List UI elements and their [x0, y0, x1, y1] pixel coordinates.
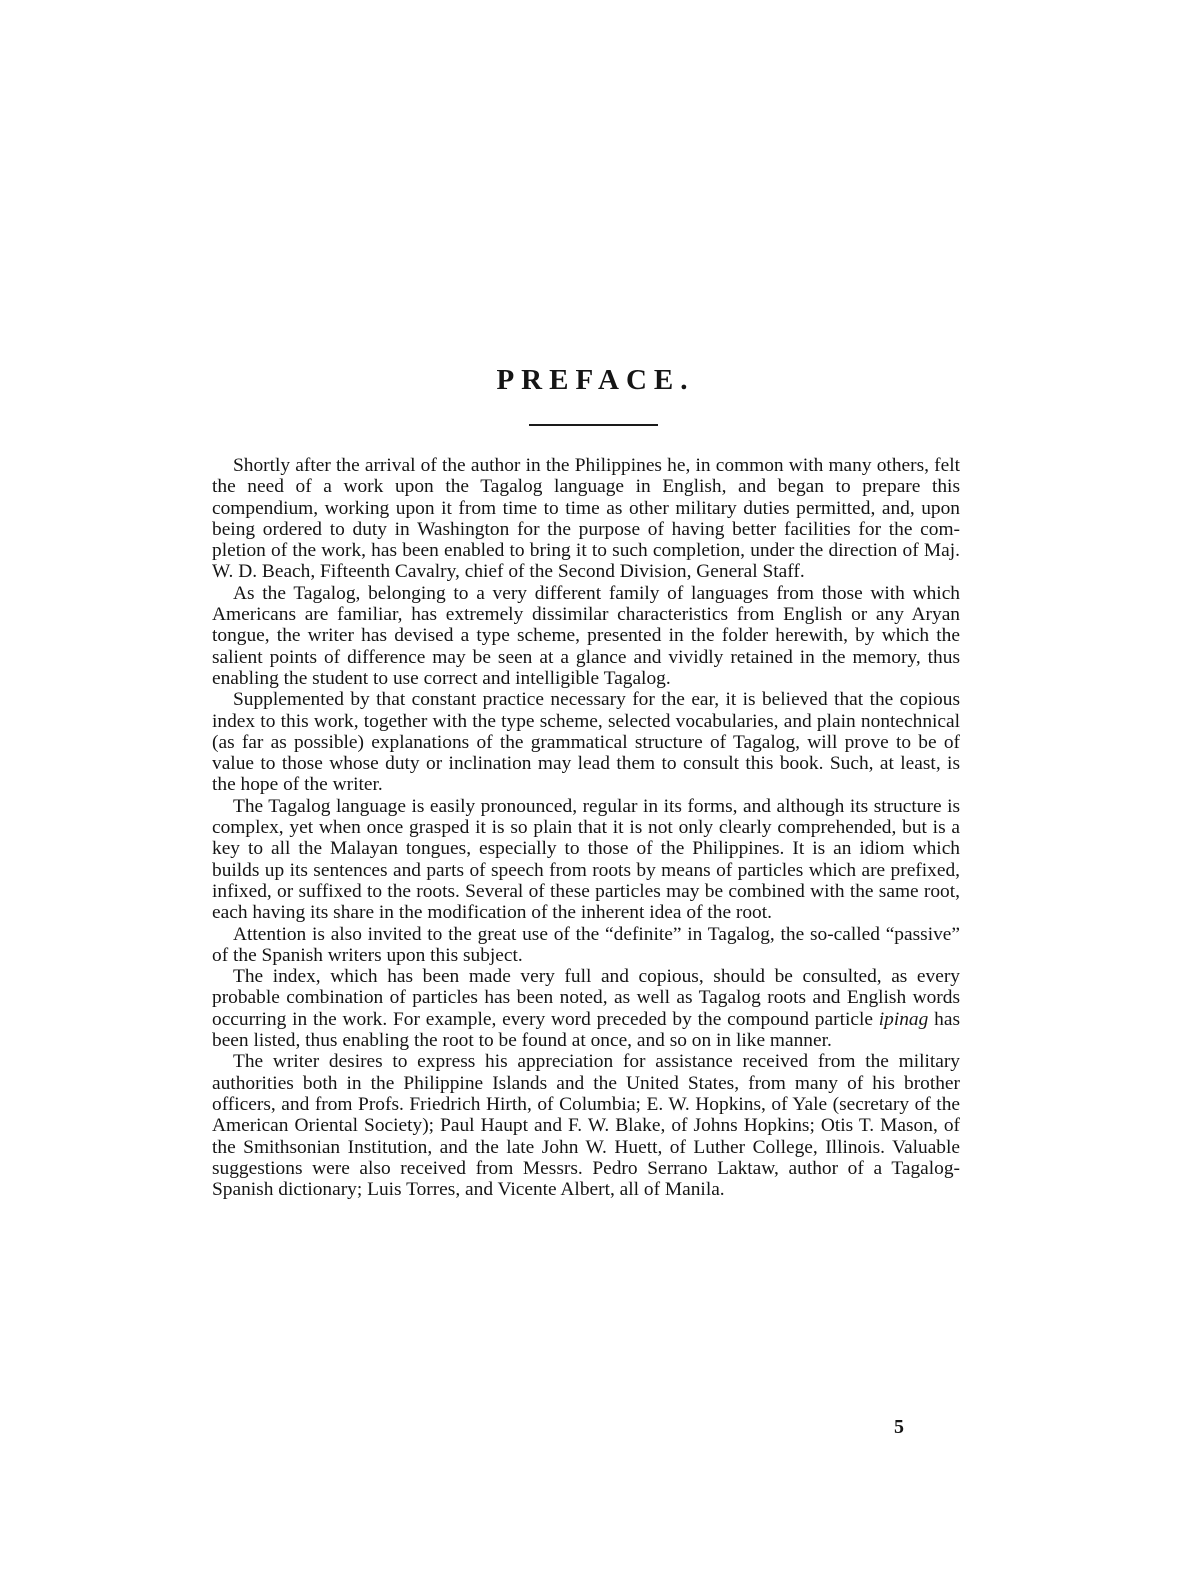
- page-title: PREFACE.: [496, 364, 695, 396]
- preface-body: [212, 455, 960, 1200]
- paragraph-2: As the Tagalog, belonging to a very different family of languages from those with which Americans are familiar, has extremely dissimilar characteristics from English or any Aryan tongue, the writer has devised a type scheme, presented in the folder herewith, by which the salient points of difference may be seen at a glance and vividly retained in the memory, thus enabling the student to use correct and intelligible Tagalog.: [212, 582, 960, 689]
- paragraph-5: Attention is also invited to the great use of the “definite” in Tagalog, the so-called “passive” of the Spanish writers upon this subject.: [212, 923, 960, 966]
- paragraph-4: The Tagalog language is easily pronounced, regular in its forms, and although its structure is complex, yet when once grasped it is so plain that it is not only clearly comprehended, but is a key to all the Malayan tongues, especially to those of the Philippines. It is an idiom which builds up its sentences and parts of speech from roots by means of particles which are prefixed, infixed, or suffixed to the roots. Several of these particles may be combined with the same root, each having its share in the modification of the inherent idea of the root.: [212, 795, 960, 924]
- italic-particle-term: ipinag: [878, 1008, 929, 1030]
- paragraph-6-text-before: The index, which has been made very full and copious, should be consulted, as every probable combination of particles has been noted, as well as Tagalog roots and English words occurring in the work. For example, every word preceded by the compound particle: [212, 966, 960, 1030]
- paragraph-6: [212, 966, 960, 1051]
- paragraph-7: The writer desires to express his appreciation for assistance received from the military authorities both in the Philippine Islands and the United States, from many of his brother officers, and from Profs. Friedrich Hirth, of Columbia; E. W. Hopkins, of Yale (secretary of the American Oriental Society); Paul Haupt and F. W. Blake, of Johns Hopkins; Otis T. Mason, of the Smithsonian Institution, and the late John W. Huett, of Luther College, Illinois. Valuable suggestions were also received from Messrs. Pedro Serrano Laktaw, author of a Tagalog-Spanish dictionary; Luis Torres, and Vicente Albert, all of Manila.: [212, 1051, 960, 1201]
- paragraph-1: Shortly after the arrival of the author in the Philippines he, in common with many others, felt the need of a work upon the Tagalog language in English, and began to prepare this compendium, working upon it from time to time as other military duties permitted, and, upon being ordered to duty in Washington for the purpose of having better facilities for the completion of the work, has been enabled to bring it to such completion, under the direction of Maj. W. D. Beach, Fifteenth Cavalry, chief of the Second Division, General Staff.: [212, 455, 960, 583]
- paragraph-3: Supplemented by that constant practice necessary for the ear, it is believed that the copious index to this work, together with the type scheme, selected vocabularies, and plain nontechnical (as far as possible) explanations of the grammatical structure of Tagalog, will prove to be of value to those whose duty or inclination may lead them to consult this book. Such, at least, is the hope of the writer.: [212, 689, 960, 796]
- title-rule: [529, 424, 658, 426]
- page-number: 5: [894, 1416, 904, 1438]
- paragraph-6-text-after: has been listed, thus enabling the root to be found at once, and so on in like manner.: [212, 1008, 960, 1052]
